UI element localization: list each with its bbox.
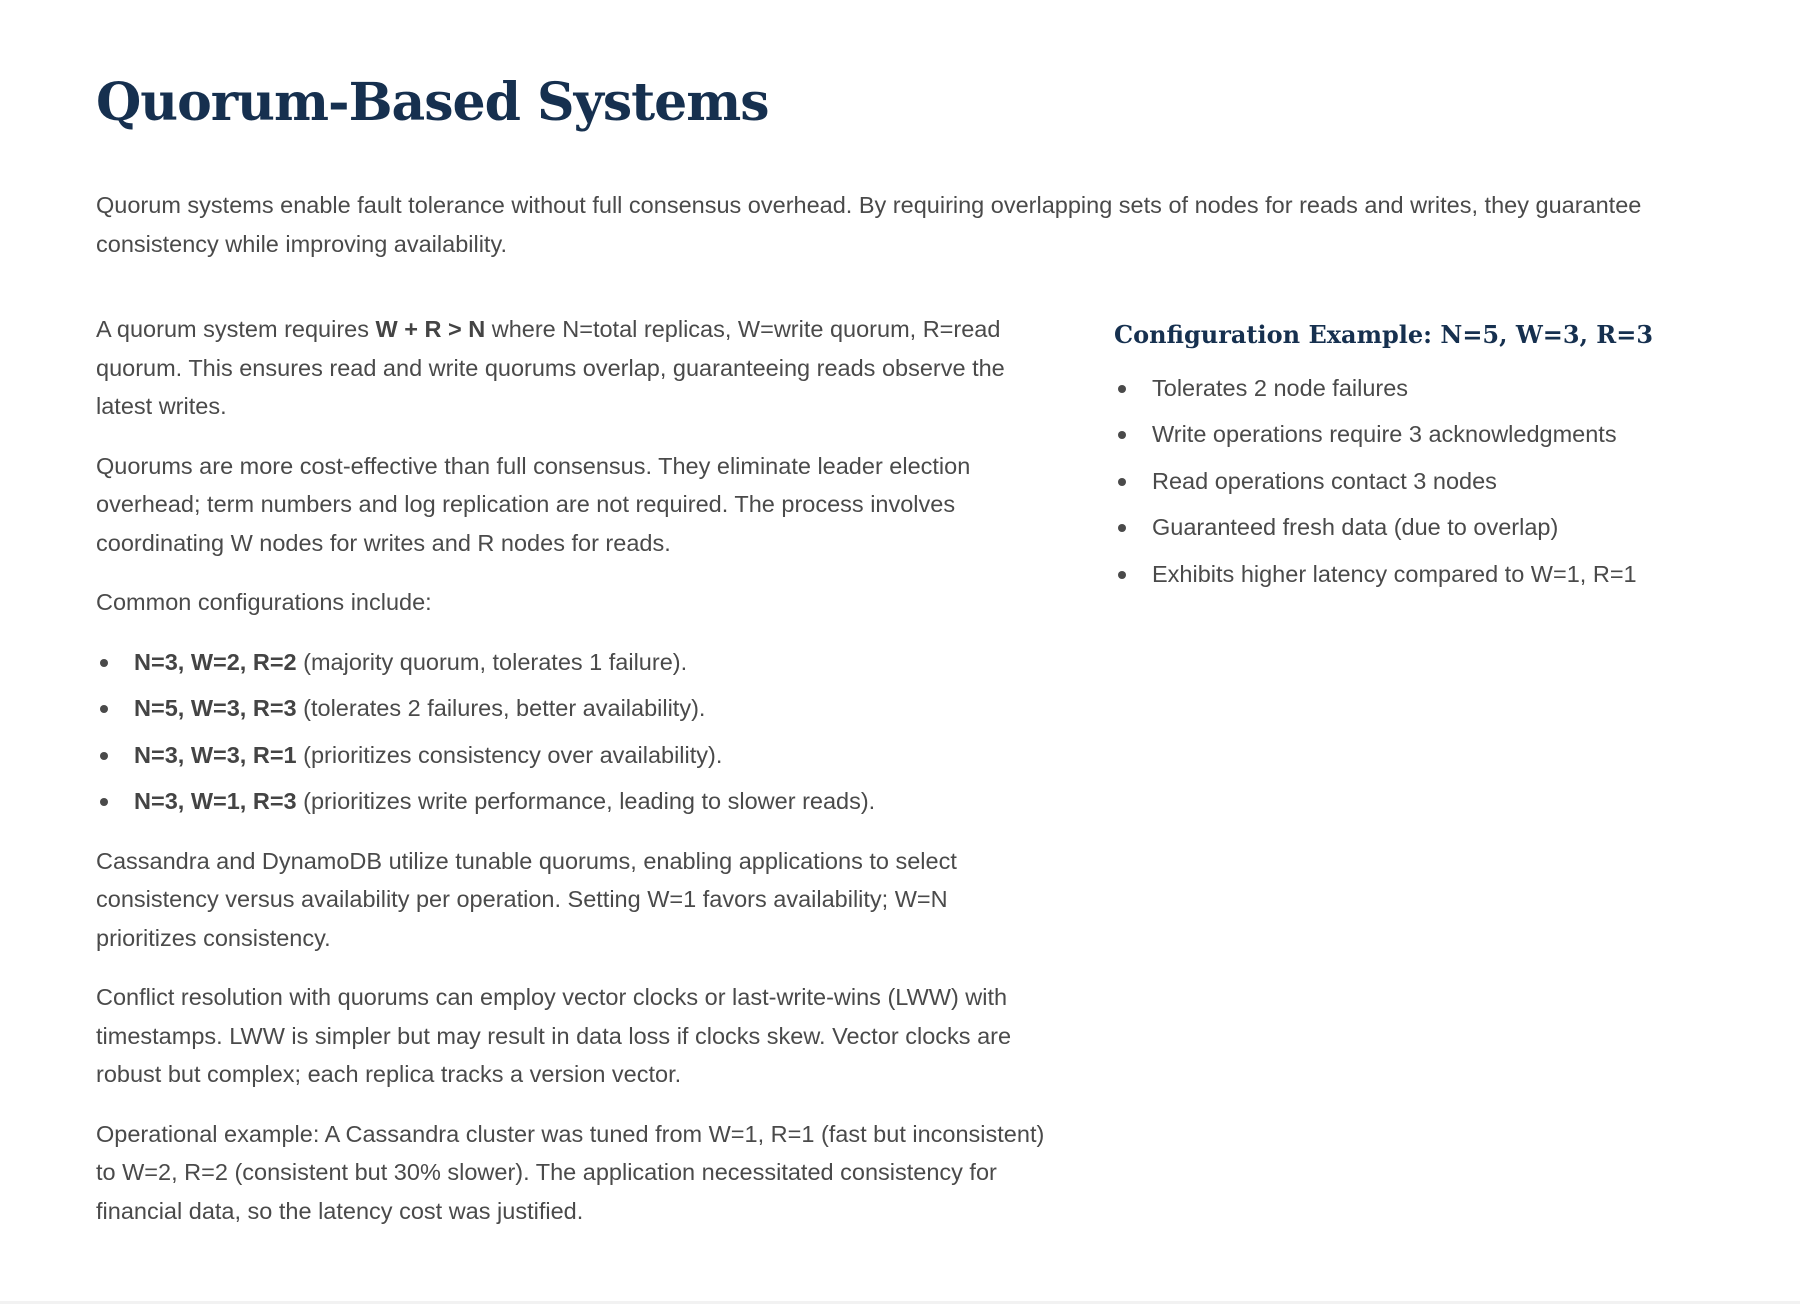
configs-intro: Common configurations include: bbox=[96, 589, 432, 615]
list-item bbox=[96, 782, 1046, 821]
list-item: Read operations contact 3 nodes bbox=[1114, 462, 1714, 501]
config-label: N=3, W=1, R=3 bbox=[134, 788, 297, 814]
list-item: Tolerates 2 node failures bbox=[1114, 369, 1714, 408]
page-title: Quorum-Based Systems bbox=[96, 72, 769, 133]
text: where N=total replicas, W=write quorum, R=read quorum. This ensures read and write quorums overlap, guaranteeing reads observe the latest writes. bbox=[96, 316, 1005, 419]
quorum-rule-paragraph bbox=[96, 310, 1046, 426]
list-item: Exhibits higher latency compared to W=1, R=1 bbox=[1114, 555, 1714, 594]
list-item: Guaranteed fresh data (due to overlap) bbox=[1114, 508, 1714, 547]
config-desc: (tolerates 2 failures, better availability). bbox=[296, 695, 706, 721]
config-label: N=3, W=3, R=1 bbox=[134, 741, 297, 768]
list-item bbox=[96, 736, 1046, 775]
conflict-paragraph: Conflict resolution with quorums can employ vector clocks or last-write-wins (LWW) with timestamps. LWW is simpler but may result in data loss if clocks skew. Vector clocks are robust but complex; each replica tracks a version vector. bbox=[96, 984, 1012, 1087]
config-example-heading: Configuration Example: N=5, W=3, R=3 bbox=[1114, 320, 1654, 349]
list-item bbox=[96, 643, 1046, 682]
example-paragraph: Operational example: A Cassandra cluster was tuned from W=1, R=1 (fast but inconsistent) to W=2, R=2 (consistent but 30% slower). The application necessitated consistency for financial data, so the latency cost was justified. bbox=[96, 1120, 1045, 1224]
tunable-paragraph: Cassandra and DynamoDB utilize tunable quorums, enabling applications to select consistency versus availability per operation. Setting W=1 favors availability; W=N prioritizes consistency. bbox=[96, 847, 957, 951]
text: A quorum system requires bbox=[96, 316, 376, 342]
config-label: N=3, W=2, R=2 bbox=[134, 648, 297, 675]
intro-paragraph: Quorum systems enable fault tolerance without full consensus overhead. By requiring overlapping sets of nodes for reads and writes, they guarantee consistency while improving availability. bbox=[96, 192, 1642, 257]
list-item bbox=[96, 689, 1046, 728]
config-desc: (prioritizes write performance, leading to slower reads). bbox=[296, 788, 876, 814]
cost-paragraph: Quorums are more cost-effective than full consensus. They eliminate leader election overhead; term numbers and log replication are not required. The process involves coordinating W nodes for writes and R nodes for reads. bbox=[96, 452, 971, 556]
config-desc: (majority quorum, tolerates 1 failure). bbox=[296, 648, 688, 675]
quorum-formula: W + R > N bbox=[375, 316, 486, 342]
config-list bbox=[96, 643, 1046, 821]
config-desc: (prioritizes consistency over availability). bbox=[296, 741, 723, 768]
config-example-list bbox=[1114, 369, 1714, 594]
main-column bbox=[96, 310, 1046, 1251]
config-label: N=5, W=3, R=3 bbox=[134, 695, 297, 721]
sidebar-column bbox=[1114, 316, 1714, 614]
list-item: Write operations require 3 acknowledgments bbox=[1114, 415, 1714, 454]
